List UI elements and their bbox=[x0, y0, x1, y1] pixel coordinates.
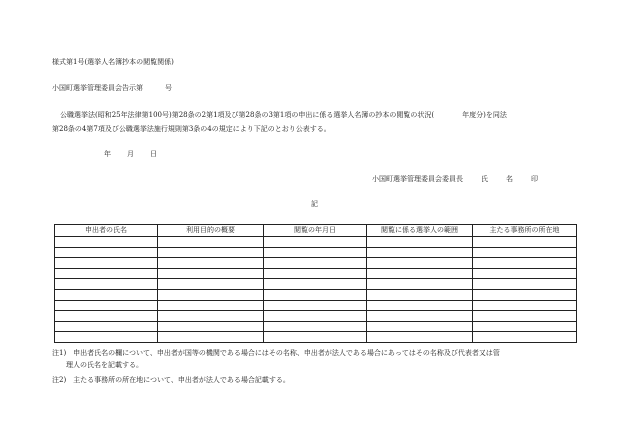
table-cell[interactable] bbox=[367, 332, 473, 343]
body-paragraph-line-1: 公職選挙法(昭和25年法律第100号)第28条の2第1項及び第28条の3第1項の申出に係る選挙人名簿の抄本の閲覧の状況( 年度分)を同法 bbox=[60, 111, 507, 119]
table-row bbox=[55, 311, 577, 322]
table-row bbox=[55, 247, 577, 258]
date-day: 日 bbox=[150, 150, 157, 158]
table-cell[interactable] bbox=[367, 300, 473, 311]
table-cell[interactable] bbox=[367, 247, 473, 258]
table-row bbox=[55, 289, 577, 300]
table-cell[interactable] bbox=[367, 258, 473, 269]
table-cell[interactable] bbox=[158, 268, 264, 279]
table-row bbox=[55, 279, 577, 290]
table-cell[interactable] bbox=[473, 279, 577, 290]
form-title: 様式第1号(選挙人名簿抄本の閲覧関係) bbox=[52, 58, 174, 66]
table-cell[interactable] bbox=[473, 237, 577, 248]
date-month: 月 bbox=[127, 150, 134, 158]
table-cell[interactable] bbox=[158, 321, 264, 332]
table-cell[interactable] bbox=[473, 247, 577, 258]
table-cell[interactable] bbox=[367, 268, 473, 279]
table-cell[interactable] bbox=[473, 268, 577, 279]
header-applicant-name: 申出者の氏名 bbox=[55, 225, 158, 237]
table-cell[interactable] bbox=[367, 321, 473, 332]
table-row bbox=[55, 258, 577, 269]
table-cell[interactable] bbox=[158, 237, 264, 248]
header-purpose: 利用目的の概要 bbox=[158, 225, 264, 237]
table-cell[interactable] bbox=[264, 268, 367, 279]
table-cell[interactable] bbox=[55, 268, 158, 279]
table-cell[interactable] bbox=[55, 247, 158, 258]
date-line bbox=[104, 150, 157, 159]
table-cell[interactable] bbox=[55, 332, 158, 343]
table-cell[interactable] bbox=[158, 311, 264, 322]
note-1-line-1: 注1) 申出者氏名の欄について、申出者が国等の機関である場合にはその名称、申出者が法人である場合にあってはその名称及び代表者又は管 bbox=[52, 349, 500, 357]
table-cell[interactable] bbox=[55, 289, 158, 300]
signer-line bbox=[372, 175, 538, 184]
header-voter-scope: 閲覧に係る選挙人の範囲 bbox=[367, 225, 473, 237]
table-cell[interactable] bbox=[55, 237, 158, 248]
table-cell[interactable] bbox=[264, 237, 367, 248]
table-cell[interactable] bbox=[473, 289, 577, 300]
notice-title bbox=[52, 84, 172, 93]
table-cell[interactable] bbox=[367, 279, 473, 290]
table-row bbox=[55, 237, 577, 248]
table-cell[interactable] bbox=[55, 311, 158, 322]
table-cell[interactable] bbox=[264, 332, 367, 343]
signer-name-2: 名 bbox=[506, 175, 513, 183]
records-table bbox=[54, 224, 577, 343]
table-cell[interactable] bbox=[158, 279, 264, 290]
table-cell[interactable] bbox=[55, 258, 158, 269]
header-viewing-date: 閲覧の年月日 bbox=[264, 225, 367, 237]
table-row bbox=[55, 268, 577, 279]
date-year: 年 bbox=[104, 150, 111, 158]
table-cell[interactable] bbox=[473, 321, 577, 332]
table-row bbox=[55, 300, 577, 311]
table-cell[interactable] bbox=[473, 300, 577, 311]
table-cell[interactable] bbox=[158, 300, 264, 311]
note-1-line-2: 理人の氏名を記載する。 bbox=[66, 361, 143, 369]
table-cell[interactable] bbox=[264, 311, 367, 322]
table-cell[interactable] bbox=[473, 258, 577, 269]
table-cell[interactable] bbox=[473, 332, 577, 343]
table-cell[interactable] bbox=[264, 279, 367, 290]
signer-org: 小国町選挙管理委員会委員長 bbox=[372, 175, 463, 183]
note-2: 注2) 主たる事務所の所在地について、申出者が法人である場合記載する。 bbox=[52, 376, 290, 384]
table-body bbox=[55, 237, 577, 343]
table-row bbox=[55, 321, 577, 332]
table-cell[interactable] bbox=[55, 300, 158, 311]
table-cell[interactable] bbox=[158, 247, 264, 258]
table-cell[interactable] bbox=[367, 237, 473, 248]
signer-seal: 印 bbox=[531, 175, 538, 183]
table-cell[interactable] bbox=[158, 258, 264, 269]
table-header-row bbox=[55, 225, 577, 237]
table-cell[interactable] bbox=[367, 289, 473, 300]
notice-title-suffix: 号 bbox=[165, 84, 172, 92]
table-cell[interactable] bbox=[264, 321, 367, 332]
header-office-address: 主たる事務所の所在地 bbox=[473, 225, 577, 237]
table-cell[interactable] bbox=[473, 311, 577, 322]
table-cell[interactable] bbox=[158, 332, 264, 343]
table-cell[interactable] bbox=[55, 279, 158, 290]
table-cell[interactable] bbox=[264, 247, 367, 258]
notice-title-prefix: 小国町選挙管理委員会告示第 bbox=[52, 84, 143, 92]
table-cell[interactable] bbox=[264, 300, 367, 311]
table-cell[interactable] bbox=[264, 258, 367, 269]
table-cell[interactable] bbox=[367, 311, 473, 322]
signer-name-1: 氏 bbox=[481, 175, 488, 183]
ki-heading: 記 bbox=[311, 200, 318, 208]
body-paragraph-line-2: 第28条の4第7項及び公職選挙法施行規則第3条の4の規定により下記のとおり公表する。 bbox=[52, 125, 331, 133]
table-row bbox=[55, 332, 577, 343]
table-cell[interactable] bbox=[158, 289, 264, 300]
table-cell[interactable] bbox=[264, 289, 367, 300]
table-cell[interactable] bbox=[55, 321, 158, 332]
